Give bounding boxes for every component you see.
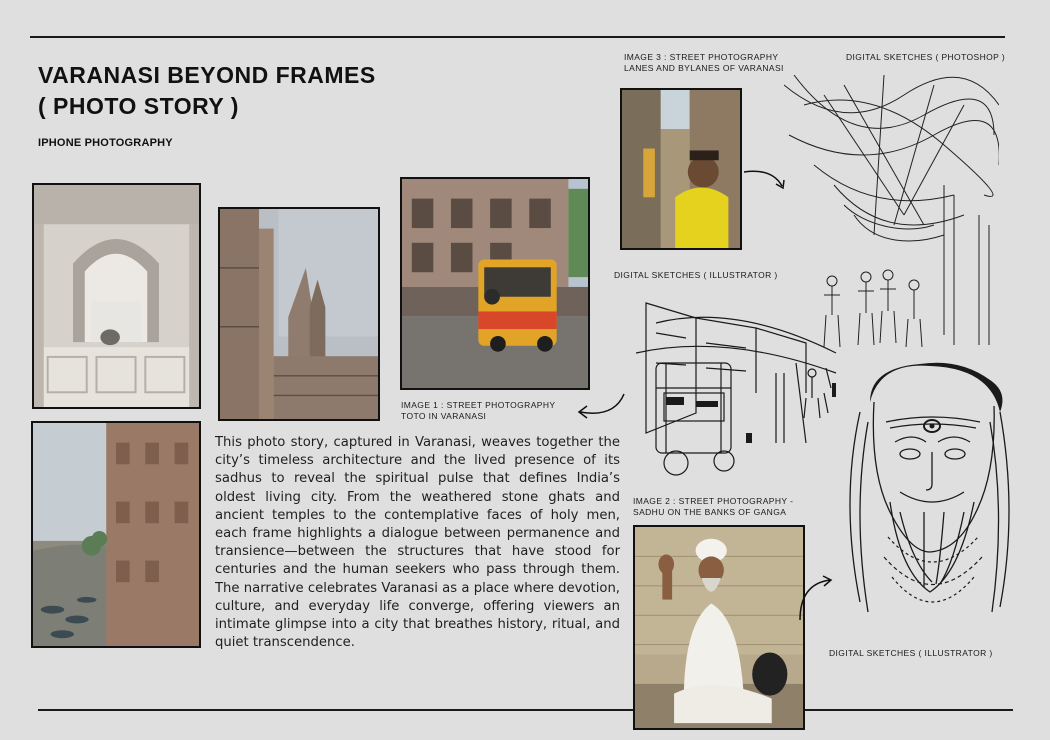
sketch-sadhu-face bbox=[840, 362, 1015, 637]
caption-sketch-photoshop: DIGITAL SKETCHES ( PHOTOSHOP ) bbox=[846, 52, 1006, 62]
caption-image-2 bbox=[633, 496, 793, 518]
curved-arrow-icon bbox=[574, 392, 628, 427]
photo-ghat-temples bbox=[218, 207, 380, 421]
caption-sketch-illustrator-2: DIGITAL SKETCHES ( ILLUSTRATOR ) bbox=[829, 648, 993, 658]
caption-image-3-line-2: LANES AND BYLANES OF VARANASI bbox=[624, 63, 784, 73]
caption-image-2-line-1: IMAGE 2 : STREET PHOTOGRAPHY - bbox=[633, 496, 794, 506]
caption-image-1 bbox=[401, 400, 555, 422]
caption-image-2-line-2: SADHU ON THE BANKS OF GANGA bbox=[633, 507, 787, 517]
top-rule bbox=[30, 36, 1005, 38]
caption-image-3 bbox=[624, 52, 784, 74]
photo-palace-window bbox=[32, 183, 201, 409]
caption-image-1-line-2: TOTO IN VARANASI bbox=[401, 411, 487, 421]
photo-sadhu-ganga bbox=[633, 525, 805, 730]
caption-image-1-line-1: IMAGE 1 : STREET PHOTOGRAPHY bbox=[401, 400, 556, 410]
caption-image-3-line-1: IMAGE 3 : STREET PHOTOGRAPHY bbox=[624, 52, 779, 62]
bottom-rule bbox=[38, 709, 1013, 711]
curved-arrow-icon bbox=[796, 574, 836, 629]
caption-sketch-illustrator-1: DIGITAL SKETCHES ( ILLUSTRATOR ) bbox=[614, 270, 778, 280]
story-paragraph: This photo story, captured in Varanasi, weaves together the city’s timeless architecture and the lived presence of its sadhus to reveal the spiritual pulse that defines India’s oldest living city. From the weathered stone ghats and ancient temples to the contemplative faces of holy men, each frame highlights a dialogue between permanence and transience—between the structures that have stood for centuries and the human seekers who pass through them. The narrative celebrates Varanasi as a place where devotion, culture, and everyday life converge, offering viewers an intimate glimpse into a city that breathes history, ritual, and quiet transcendence. bbox=[215, 435, 620, 651]
title-line-1: VARANASI BEYOND FRAMES bbox=[38, 62, 376, 88]
title-line-2: ( PHOTO STORY ) bbox=[38, 93, 239, 119]
photo-ganga-ghats bbox=[31, 421, 201, 648]
page-title bbox=[38, 60, 376, 122]
curved-arrow-icon bbox=[742, 168, 792, 199]
photo-toto-street bbox=[400, 177, 590, 390]
sketch-toto-street bbox=[636, 293, 841, 483]
photo-lanes-bylanes bbox=[620, 88, 742, 250]
page-subtitle: IPHONE PHOTOGRAPHY bbox=[38, 137, 173, 149]
